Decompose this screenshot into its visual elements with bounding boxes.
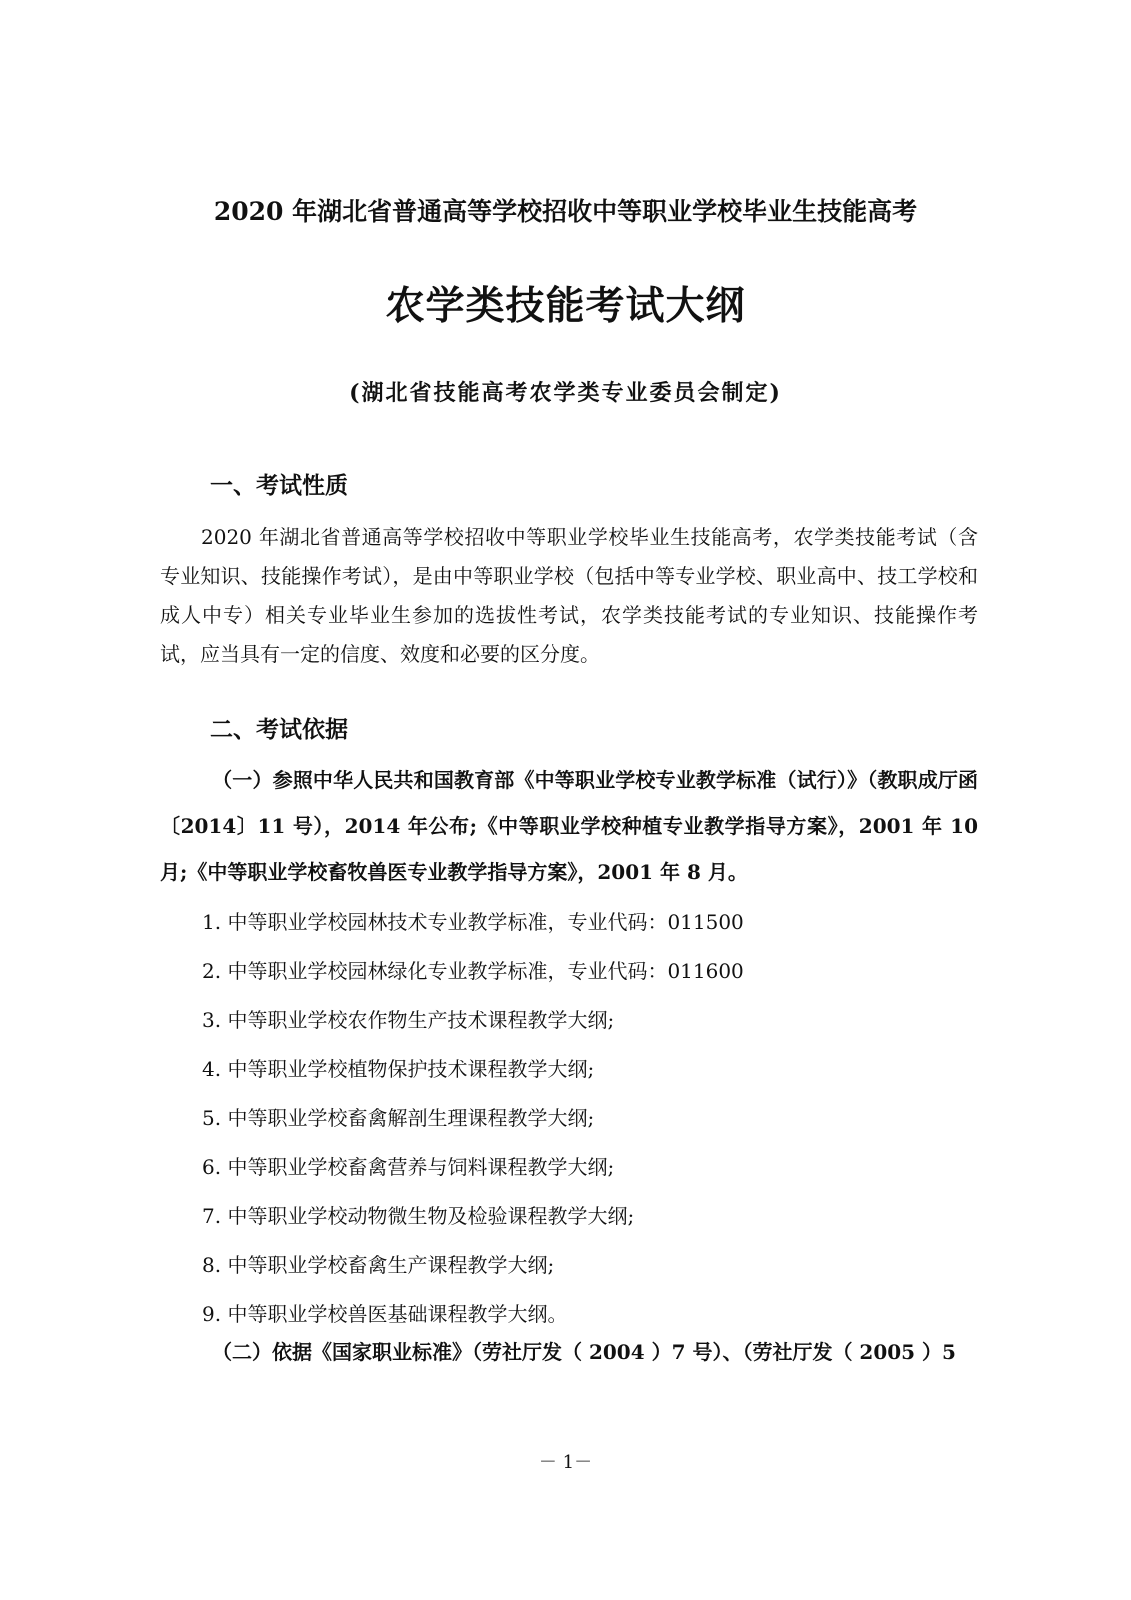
section-heading-exam-nature: 一、考试性质 — [210, 472, 348, 499]
page-number: － 1－ — [538, 1452, 593, 1473]
document-subtitle: (湖北省技能高考农学类专业委员会制定) — [349, 380, 782, 406]
list-item: 6. 中等职业学校畜禽营养与饲料课程教学大纲; — [202, 1155, 615, 1179]
list-item: 7. 中等职业学校动物微生物及检验课程教学大纲; — [202, 1204, 635, 1228]
exam-nature-paragraph — [160, 518, 978, 674]
list-item: 1. 中等职业学校园林技术专业教学标准，专业代码：011500 — [202, 910, 744, 934]
exam-basis-item1-text: （一）参照中华人民共和国教育部《中等职业学校专业教学标准（试行）》（教职成厅函〔2014〕11 号），2014 年公布;《中等职业学校种植专业教学指导方案》，2001 年 10 月;《中等职业学校畜牧兽医专业教学指导方案》，2001 年 8 月。 — [160, 768, 978, 884]
document-main-title: 农学类技能考试大纲 — [385, 283, 746, 329]
list-item: 3. 中等职业学校农作物生产技术课程教学大纲; — [202, 1008, 615, 1032]
list-item: 2. 中等职业学校园林绿化专业教学标准，专业代码：011600 — [202, 959, 744, 983]
exam-nature-text: 2020 年湖北省普通高等学校招收中等职业学校毕业生技能高考，农学类技能考试（含专业知识、技能操作考试），是由中等职业学校（包括中等专业学校、职业高中、技工学校和成人中专）相关专业毕业生参加的选拔性考试，农学类技能考试的专业知识、技能操作考试，应当具有一定的信度、效度和必要的区分度。 — [160, 525, 978, 666]
section-heading-exam-basis: 二、考试依据 — [210, 716, 348, 743]
syllabus-list — [202, 902, 744, 1343]
exam-basis-item2: （二）依据《国家职业标准》（劳社厅发（ 2004 ）7 号）、（劳社厅发（ 2005 ）5 — [212, 1340, 956, 1364]
list-item: 9. 中等职业学校兽医基础课程教学大纲。 — [202, 1302, 568, 1326]
exam-basis-item1 — [160, 757, 978, 895]
document-title-line1: 2020 年湖北省普通高等学校招收中等职业学校毕业生技能高考 — [213, 197, 918, 226]
list-item: 4. 中等职业学校植物保护技术课程教学大纲; — [202, 1057, 595, 1081]
list-item: 8. 中等职业学校畜禽生产课程教学大纲; — [202, 1253, 555, 1277]
list-item: 5. 中等职业学校畜禽解剖生理课程教学大纲; — [202, 1106, 595, 1130]
